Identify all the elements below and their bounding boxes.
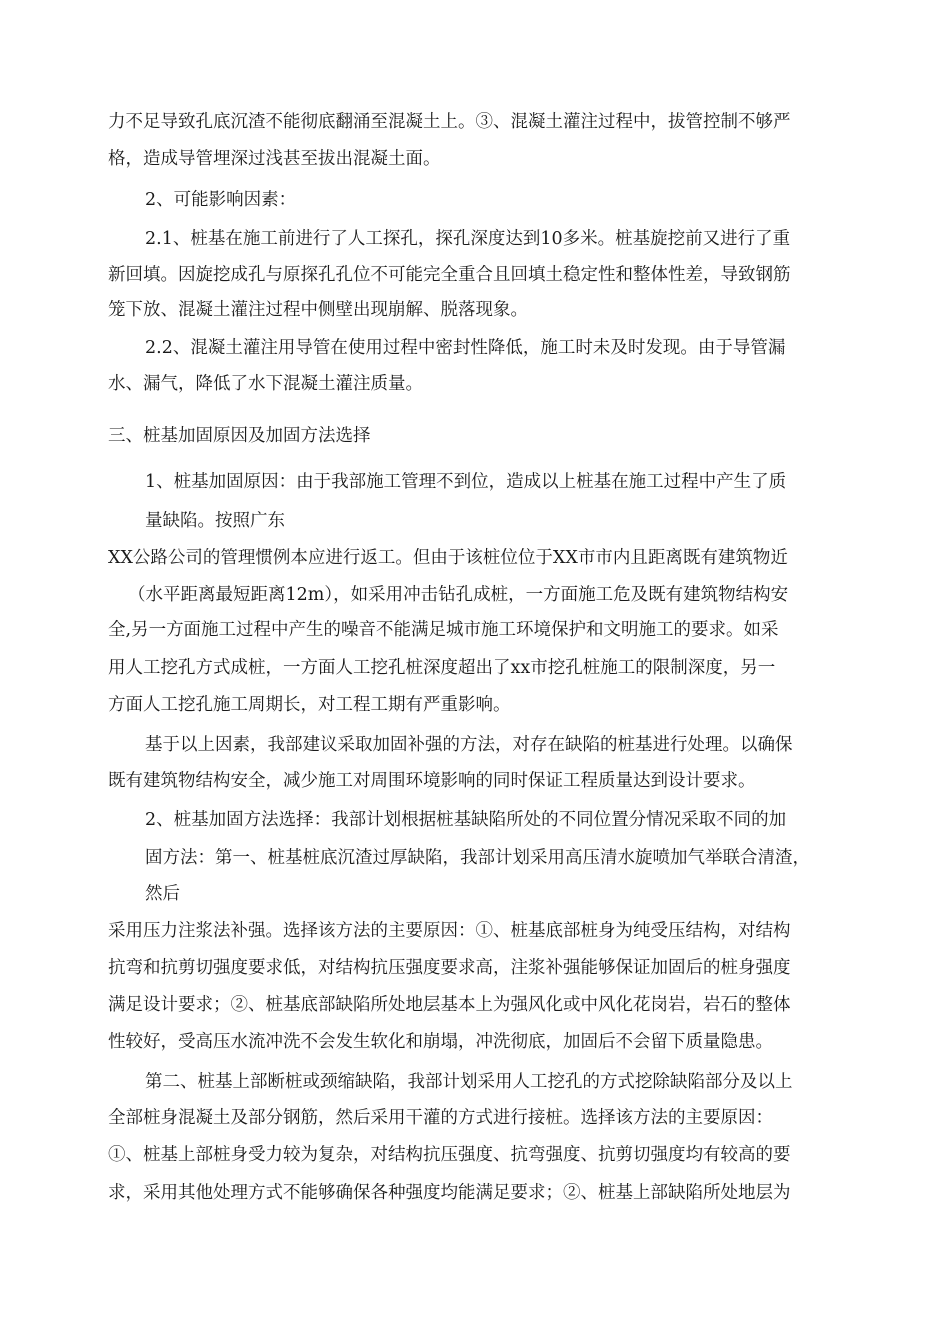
text-line: 笼下放、混凝土灌注过程中侧壁出现崩解、脱落现象。 [108, 300, 528, 320]
text-line: 2.1、桩基在施工前进行了人工探孔，探孔深度达到10多米。桩基旋挖前又进行了重 [145, 229, 791, 249]
text-line: 全部桩身混凝土及部分钢筋，然后采用干灌的方式进行接桩。选择该方法的主要原因： [108, 1108, 773, 1128]
text-line: 格，造成导管埋深过浅甚至拔出混凝土面。 [108, 149, 441, 169]
text-line: 1、桩基加固原因：由于我部施工管理不到位，造成以上桩基在施工过程中产生了质 [145, 472, 787, 492]
text-line: 第二、桩基上部断桩或颈缩缺陷，我部计划采用人工挖孔的方式挖除缺陷部分及以上 [145, 1072, 793, 1092]
text-line: 满足设计要求；②、桩基底部缺陷所处地层基本上为强风化或中风化花岗岩，岩石的整体 [108, 995, 791, 1015]
text-line: 然后 [145, 884, 180, 904]
text-line: 性较好，受高压水流冲洗不会发生软化和崩塌，冲洗彻底，加固后不会留下质量隐患。 [108, 1032, 773, 1052]
section-heading: 三、桩基加固原因及加固方法选择 [108, 426, 371, 446]
text-line: 采用压力注浆法补强。选择该方法的主要原因：①、桩基底部桩身为纯受压结构，对结构 [108, 921, 791, 941]
text-line: 求，采用其他处理方式不能够确保各种强度均能满足要求；②、桩基上部缺陷所处地层为 [108, 1183, 791, 1203]
text-line: （水平距离最短距离12m），如采用冲击钻孔成桩，一方面施工危及既有建筑物结构安 [128, 585, 789, 605]
text-line: 用人工挖孔方式成桩，一方面人工挖孔桩深度超出了xx市挖孔桩施工的限制深度，另一 [108, 658, 776, 678]
text-line: 固方法：第一、桩基桩底沉渣过厚缺陷，我部计划采用高压清水旋喷加气举联合清渣， [145, 848, 810, 868]
text-line: 抗弯和抗剪切强度要求低，对结构抗压强度要求高，注浆补强能够保证加固后的桩身强度 [108, 958, 791, 978]
text-line: 全,另一方面施工过程中产生的噪音不能满足城市施工环境保护和文明施工的要求。如采 [108, 620, 779, 640]
text-line: 2、可能影响因素： [145, 190, 297, 210]
text-line: 基于以上因素，我部建议采取加固补强的方法，对存在缺陷的桩基进行处理。以确保 [145, 735, 793, 755]
text-line: 新回填。因旋挖成孔与原探孔孔位不可能完全重合且回填土稳定性和整体性差，导致钢筋 [108, 265, 791, 285]
text-line: 量缺陷。按照广东 [145, 511, 285, 531]
text-line: 2.2、混凝土灌注用导管在使用过程中密封性降低，施工时未及时发现。由于导管漏 [145, 338, 786, 358]
text-line: XX公路公司的管理惯例本应进行返工。但由于该桩位位于XX市市内且距离既有建筑物近 [108, 548, 788, 568]
text-line: ①、桩基上部桩身受力较为复杂，对结构抗压强度、抗弯强度、抗剪切强度均有较高的要 [108, 1145, 791, 1165]
text-line: 力不足导致孔底沉渣不能彻底翻涌至混凝土上。③、混凝土灌注过程中，拔管控制不够严 [108, 112, 791, 132]
text-line: 方面人工挖孔施工周期长，对工程工期有严重影响。 [108, 695, 511, 715]
text-line: 水、漏气，降低了水下混凝土灌注质量。 [108, 374, 423, 394]
text-line: 既有建筑物结构安全，减少施工对周围环境影响的同时保证工程质量达到设计要求。 [108, 771, 756, 791]
text-line: 2、桩基加固方法选择：我部计划根据桩基缺陷所处的不同位置分情况采取不同的加 [145, 810, 787, 830]
